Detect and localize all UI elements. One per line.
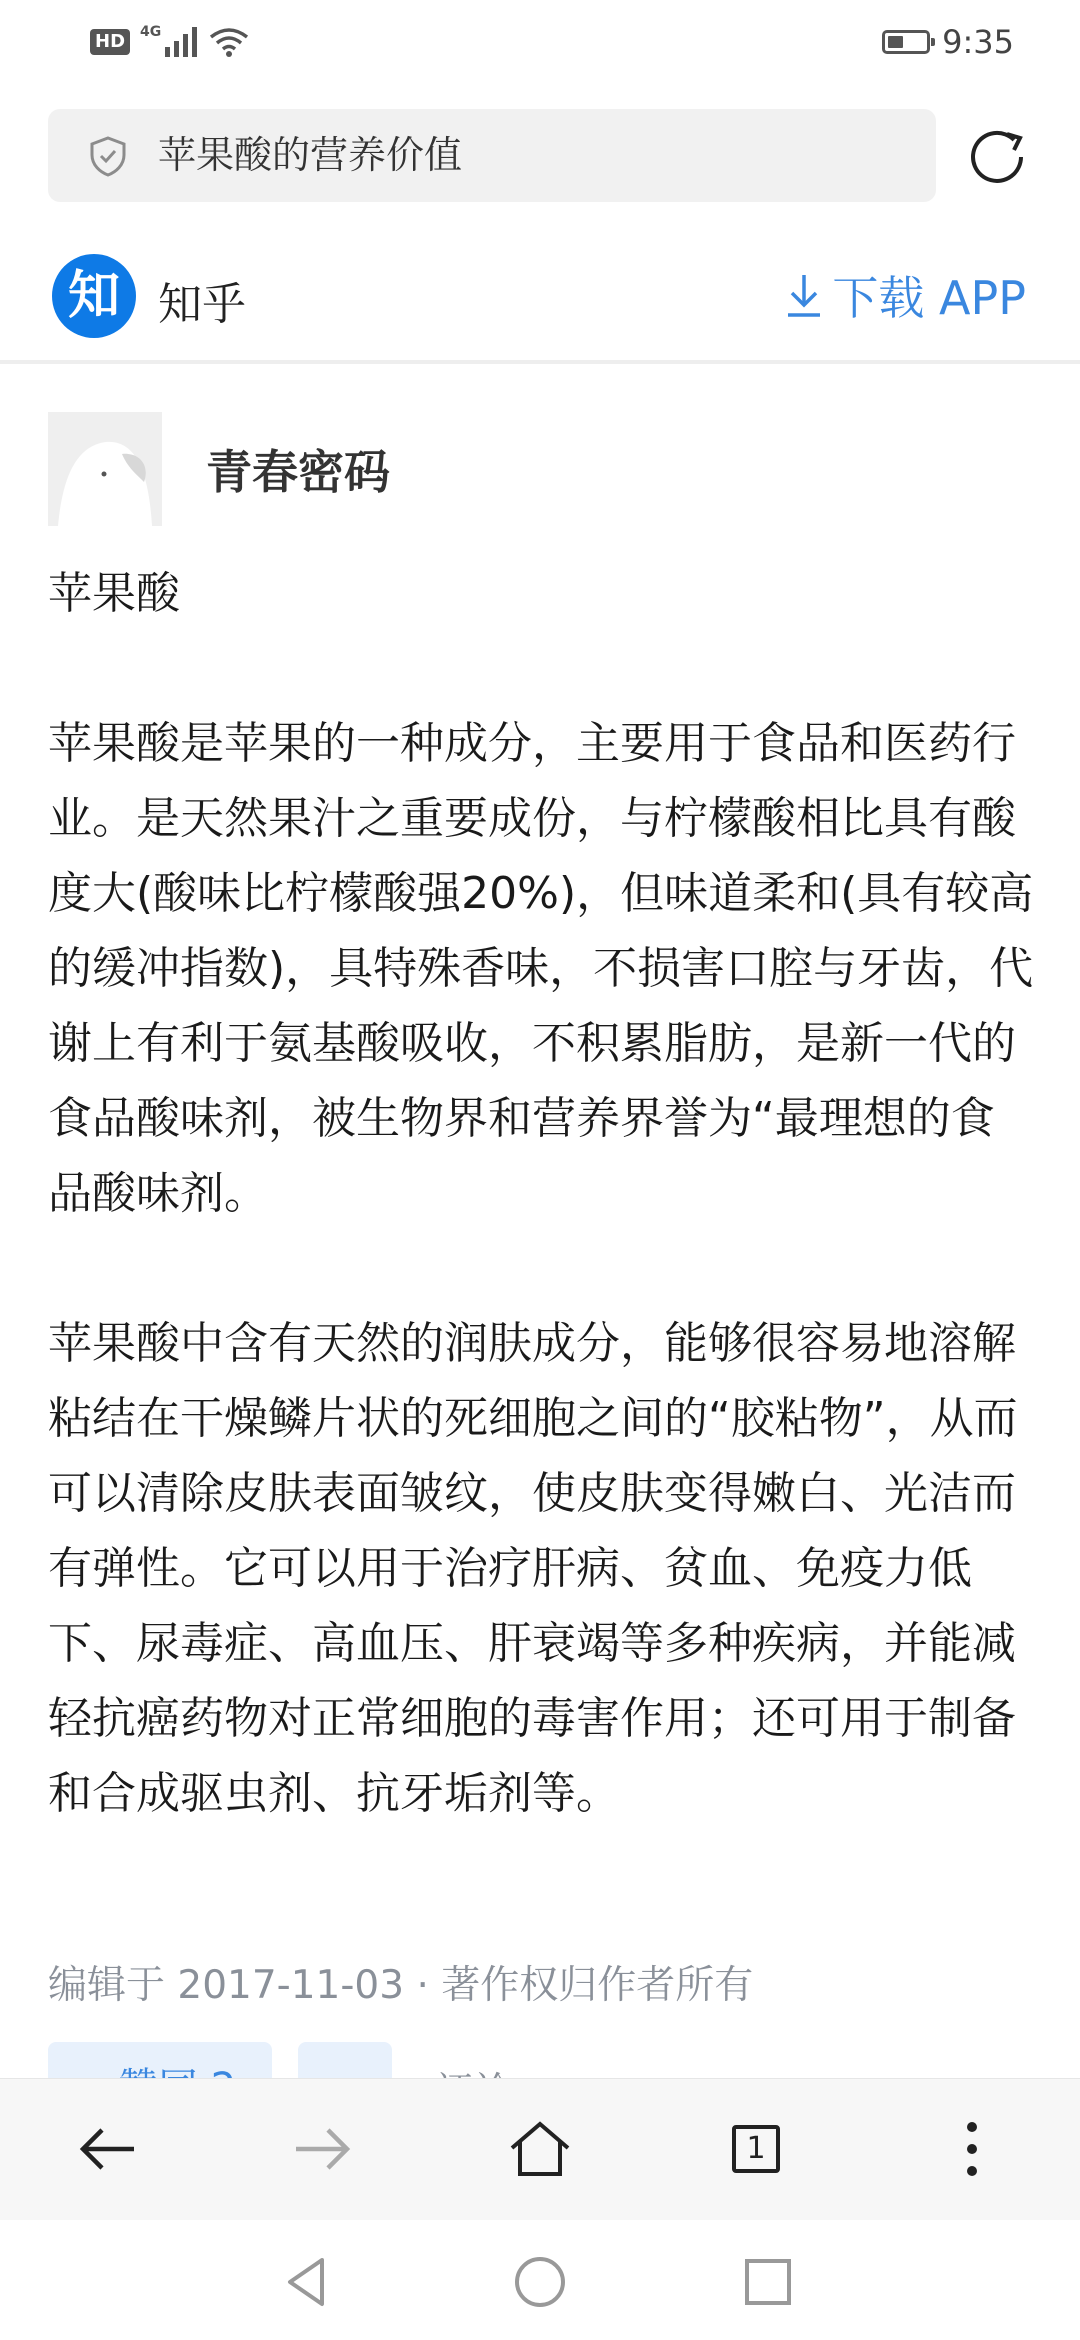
article-paragraph-1: 苹果酸是苹果的一种成分，主要用于食品和医药行业。是天然果汁之重要成份，与柠檬酸相比具有酸度大(酸味比柠檬酸强20%)，但味道柔和(具有较高的缓冲指数)，具特殊香味，不损害口腔与牙齿，代谢上有利于氨基酸吸收，不积累脂肪，是新一代的食品酸味剂，被生物界和营养界誉为“最理想的食品酸味剂。 (48, 718, 1034, 1219)
wifi-icon (209, 27, 249, 57)
downvote-button[interactable] (298, 2042, 392, 2082)
article-paragraph-2: 苹果酸中含有天然的润肤成分，能够很容易地溶解粘结在干燥鳞片状的死细胞之间的“胶粘物”，从而可以清除皮肤表面皱纹，使皮肤变得嫩白、光洁而有弹性。它可以用于治疗肝病、贫血、免疫力低下、尿毒症、高血压、肝衰竭等多种疾病，并能减轻抗癌药物对正常细胞的毒害作用；还可用于制备和合成驱虫剂、抗牙垢剂等。 (48, 1318, 1018, 1819)
avatar[interactable] (48, 412, 162, 526)
url-text: 苹果酸的营养价值 (158, 133, 463, 177)
home-icon (509, 2120, 571, 2178)
more-menu-icon (965, 2121, 979, 2177)
back-button[interactable] (68, 2109, 148, 2189)
site-header (0, 240, 1080, 364)
download-icon (784, 271, 824, 319)
clock: 9:35 (942, 23, 1014, 61)
status-right (882, 20, 1014, 64)
site-name[interactable]: 知乎 (158, 279, 246, 330)
author-row (48, 412, 948, 528)
shield-icon (88, 135, 128, 177)
forward-button[interactable] (282, 2109, 362, 2189)
status-left (90, 22, 249, 62)
forward-arrow-icon (292, 2124, 352, 2174)
download-app-button[interactable] (784, 262, 1026, 328)
vote-button[interactable] (48, 2042, 272, 2082)
tabs-icon: 1 (732, 2125, 780, 2173)
article-body (48, 556, 1038, 1831)
system-navigation (0, 2220, 1080, 2340)
url-field[interactable] (48, 109, 936, 202)
home-button[interactable] (500, 2109, 580, 2189)
back-arrow-icon (78, 2124, 138, 2174)
hd-badge: HD (90, 29, 130, 55)
more-menu-button[interactable] (932, 2109, 1012, 2189)
signal-icon (165, 27, 199, 57)
zhihu-logo[interactable]: 知 (52, 254, 136, 338)
status-bar (0, 0, 1080, 84)
article-title: 苹果酸 (48, 568, 180, 619)
nav-recents-icon[interactable] (736, 2250, 800, 2314)
battery-level (888, 36, 902, 48)
reload-icon[interactable] (966, 126, 1028, 188)
author-name[interactable]: 青春密码 (206, 445, 390, 499)
article-meta: 编辑于 2017-11-03 · 著作权归作者所有 (48, 1963, 754, 2008)
network-type: 4G (140, 24, 162, 40)
nav-back-icon[interactable] (276, 2250, 340, 2314)
nav-home-icon[interactable] (508, 2250, 572, 2314)
avatar-illustration (48, 412, 162, 526)
download-label: 下载 APP (832, 271, 1026, 325)
address-bar (0, 104, 1080, 204)
battery-icon (882, 30, 930, 54)
tabs-button[interactable] (716, 2109, 796, 2189)
browser-toolbar (0, 2078, 1080, 2221)
